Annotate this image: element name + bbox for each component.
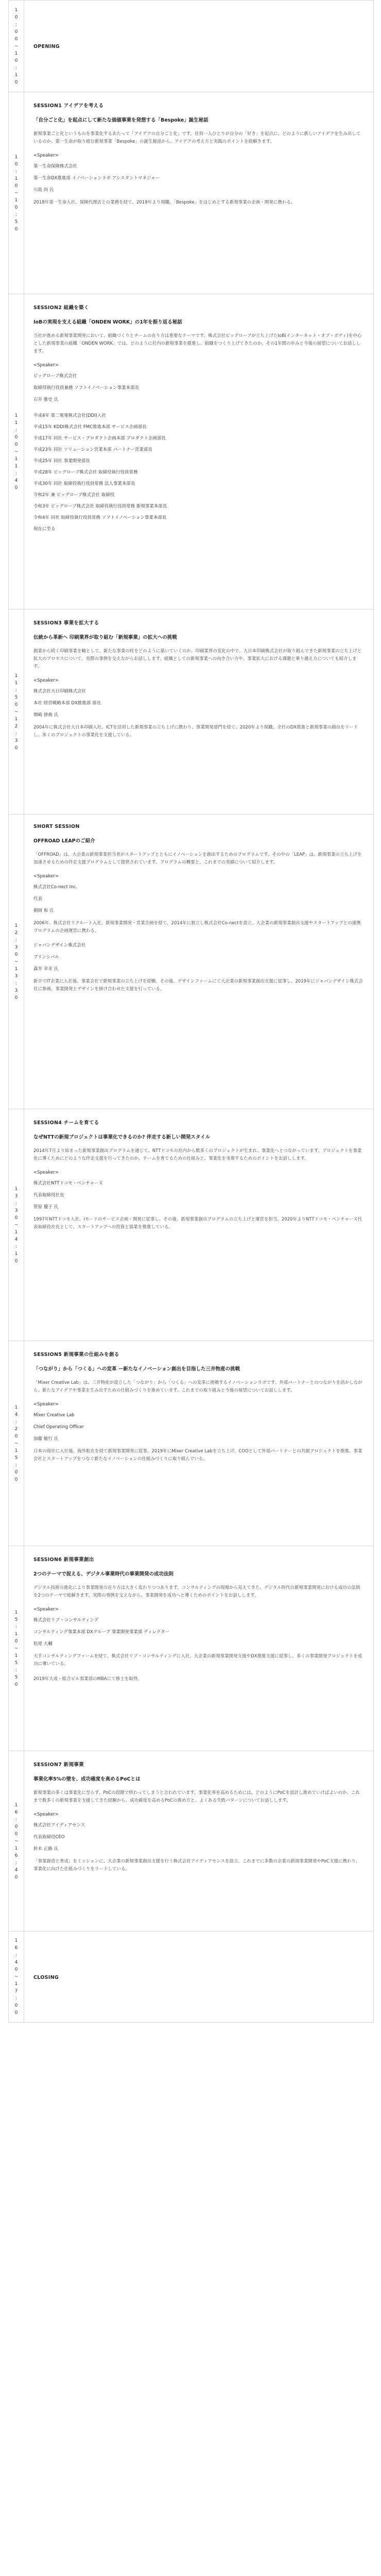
time-char: 1 <box>14 1631 18 1637</box>
session-description: 新規事業の多くは事業化に至らず、PoCの段階で終わってしまうと言われています。事業化率を高めるためには、どのようにPoCを設計し進めていけばよいのか。これまで数多くの新規事業を支援してきた経験から、成功確度を高めるPoCの進め方と、よくある失敗パターンについてお話しします。 <box>33 1790 360 1803</box>
row-content <box>24 609 373 814</box>
time-char: 1 <box>14 1404 18 1410</box>
speaker-company: 第一生命保険株式会社 <box>33 164 78 169</box>
agenda-row-session1 <box>9 92 373 294</box>
career-item: 平成28年 ビッグローブ株式会社 取締役執行役員常務 <box>33 470 138 475</box>
speaker-company-2: ジャパンデザイン株式会社 <box>33 943 86 948</box>
speaker-bio: 2006年、株式会社リクルート入社。新規事業開発・営業企画を経て、2014年に独立し株式会社Co-nectを設立。大企業の新規事業創出支援やスタートアップとの連携プログラムの企画運営に携わる。 <box>33 921 361 934</box>
time-char: : <box>15 687 18 693</box>
section-label: SESSION4 チームを育てる <box>33 1120 99 1126</box>
session-description: 2014年7月より始まった新規事業創出プログラムを通じて、NTTドコモの社内から数多くのプロジェクトが生まれ、事業化へとつながっています。プロジェクトを事業化に導くためにどのような伴走支援を行ってきたのか。チームを育てるための仕組みと、事業化を実現するためのポイントをお話しします。 <box>33 1148 362 1161</box>
time-char: : <box>15 1667 18 1673</box>
career-item: 令和4年 同社 取締役執行役員常務 ソフトイノベーション事業本部長 <box>33 515 167 520</box>
session-description: 「Mixer Creative Lab」は、三井物産が設立した「つながり」から「つくる」への変革に挑戦するイノベーションラボです。外部パートナーとのつながりを活かしながら、新たなアイデアや事業を生み出すための仕組みづくりを進めています。これまでの取り組みと今後の展望についてお話しします。 <box>33 1380 362 1393</box>
agenda-row-session6 <box>9 1546 373 1751</box>
section-label: SESSION1 アイデアを考える <box>33 103 104 109</box>
speaker-company: 株式会社リブ・コンサルティング <box>33 1618 99 1623</box>
time-char: 5 <box>14 1660 18 1666</box>
row-content <box>24 1109 373 1341</box>
time-char: 3 <box>14 1193 18 1199</box>
session-description: 新規事業ごと化というものを事業化するあたって「アイデアの自分ごと化」です。社員一人ひとりが自分の「好き」を起点に、どのように新しいアイデアを生み出しているのか。第一生命が取り組む新規事業「Bespoke」の誕生秘話から、アイデアの考え方と実践のポイントを紐解きます。 <box>33 131 361 144</box>
time-char: 1 <box>14 197 18 203</box>
time-char: 3 <box>14 973 18 979</box>
section-label: SESSION2 組織を築く <box>33 305 89 311</box>
time-char: 1 <box>14 680 18 686</box>
agenda-row-session7 <box>9 1751 373 1931</box>
speaker-role: 第一生命DX推進部 イノベーションラボ アシスタントマネジャー <box>33 176 160 181</box>
time-char: : <box>15 168 18 174</box>
speaker-heading: <Speaker> <box>33 1170 59 1175</box>
speaker-company: 株式会社大日印刷株式会社 <box>33 689 86 694</box>
time-char: 0 <box>14 161 18 167</box>
section-label: OPENING <box>33 44 60 49</box>
time-char: ~ <box>14 1222 19 1228</box>
time-char: : <box>15 731 18 736</box>
time-char: 0 <box>14 1831 18 1837</box>
time-char: 0 <box>14 79 18 85</box>
agenda-row-closing <box>9 1931 373 2023</box>
agenda-table <box>8 0 374 2023</box>
speaker-bio: 1997年NTTドコモ入社。iモードのサービス企画・開発に従事し、その後、新規事業創出プログラムの立ち上げと運営を担当。2020年よりNTTドコモ・ベンチャーズ代表取締役社長として、スタートアップへの投資と協業を推進している。 <box>33 1217 362 1230</box>
row-content <box>24 815 373 1109</box>
time-char: : <box>15 1624 18 1630</box>
section-label: SESSION5 新規事業の仕組みを創る <box>33 1352 119 1358</box>
time-char: 1 <box>14 1609 18 1615</box>
time-char: 1 <box>14 456 18 462</box>
time-column <box>9 609 24 814</box>
speaker-name: 石井 雅史 氏 <box>33 397 58 402</box>
speaker-heading: <Speaker> <box>33 1812 59 1817</box>
time-char: 0 <box>14 2010 18 2015</box>
time-char: 0 <box>14 183 18 189</box>
time-char: 3 <box>14 988 18 993</box>
section-label: CLOSING <box>33 1974 59 1980</box>
speaker-role: 取締役執行役員兼務 ソフトイノベーション事業本部長 <box>33 385 140 391</box>
time-char: 2 <box>14 1426 18 1432</box>
time-char: 1 <box>14 1186 18 1192</box>
time-char: 0 <box>14 2003 18 2008</box>
speaker-company: 株式会社アイディアセンス <box>33 1823 85 1828</box>
time-char: 0 <box>14 1477 18 1482</box>
time-char: : <box>15 1996 18 2001</box>
section-label: SESSION3 事業を拡大する <box>33 620 99 626</box>
time-char: ~ <box>14 190 19 196</box>
time-char: 1 <box>14 1981 18 1987</box>
career-item: 平成23年 同社 ソリューション営業本部 パートナー営業部長 <box>33 447 152 452</box>
speaker-role: Chief Operating Officer <box>33 1425 84 1430</box>
time-char: 1 <box>14 1448 18 1453</box>
row-content <box>24 1341 373 1546</box>
time-char: 0 <box>14 36 18 42</box>
time-char: 0 <box>14 1433 18 1439</box>
speaker-name: 加藤 敏行 氏 <box>33 1436 58 1442</box>
time-char: 0 <box>14 745 18 751</box>
agenda-row-short-session <box>9 814 373 1109</box>
time-char: 0 <box>14 442 18 447</box>
time-char: : <box>15 1244 18 1249</box>
time-char: : <box>15 22 18 27</box>
time-char: 1 <box>14 1229 18 1235</box>
speaker-name: 松尾 大輔 <box>33 1641 53 1647</box>
row-content <box>24 92 373 294</box>
career-item: 現在に至る <box>33 527 56 532</box>
row-content <box>24 1931 373 2022</box>
speaker-heading: <Speaker> <box>33 678 59 683</box>
speaker-bio: 日本の商社に入社後、海外駐在を経て新規事業開発に従事。2019年にMixer Creative Labを立ち上げ、COOとして外部パートナーとの共創プロジェクトを推進。事業会社とスタートアップをつなぐ新たなイノベーションの仕組みづくりに取り組んでいる。 <box>33 1449 362 1462</box>
time-char: 1 <box>14 1802 18 1808</box>
time-char: ~ <box>14 1646 19 1651</box>
time-char: ~ <box>14 1440 19 1446</box>
section-label: SHORT SESSION <box>33 824 80 829</box>
time-char: 0 <box>14 58 18 63</box>
speaker-heading: <Speaker> <box>33 874 59 879</box>
time-char: 4 <box>14 1412 18 1417</box>
time-char: 0 <box>14 205 18 210</box>
time-column <box>9 1546 24 1751</box>
time-char: 3 <box>14 1208 18 1213</box>
time-char: ~ <box>14 1838 19 1844</box>
session-title: 2つのテーマで捉える、デジタル事業時代の事業開発の成功法則 <box>33 1571 174 1577</box>
speaker-name: 川島 尚 氏 <box>33 188 54 193</box>
time-char: 0 <box>14 1682 18 1687</box>
row-content <box>24 1546 373 1751</box>
session-description: デジタル技術の進化により事業開発の在り方は大きく変わりつつあります。コンサルティングの現場から見えてきた、デジタル時代の新規事業開発における成功の法則を2つのテーマで紐解きます。実際の事例を交えながら、事業開発を成功へと導くためのポイントをお話しします。 <box>33 1585 360 1598</box>
time-char: : <box>15 1860 18 1866</box>
time-char: : <box>15 980 18 986</box>
time-char: 1 <box>14 50 18 56</box>
time-char: 0 <box>14 1967 18 1972</box>
session-title: 「つながり」から「つくる」への変革 ー新たなイノベーション創出を目指した三井物産の挑戦 <box>33 1366 240 1372</box>
time-column <box>9 294 24 609</box>
session-description: 当社が進める新規事業開発において、組織づくりとチームの在り方は重要なテーマです。株式会社ビッグローブが立ち上げたIoB(インターネット・オブ・ボディ)を中心とした新規事業の組織「ONDEN WORK」では、どのように社内の新規事業を推進し、組織をつくり上げてきたのか。その1年間の歩みと今後の展望についてお話しします。 <box>33 333 362 354</box>
speaker-heading: <Speaker> <box>33 153 59 158</box>
time-char: 0 <box>14 1215 18 1221</box>
time-char: 5 <box>14 1455 18 1461</box>
time-char: : <box>15 427 18 433</box>
speaker-heading: <Speaker> <box>33 1607 59 1612</box>
speaker-name: 鈴木 正路 氏 <box>33 1846 58 1852</box>
career-item: 令和2年 兼 ビッグローブ株式会社 取締役 <box>33 493 115 498</box>
time-char: 0 <box>14 1874 18 1880</box>
career-item: 令和3年 ビッグローブ株式会社 取締役執行役員常務 新規事業本部長 <box>33 504 167 509</box>
time-char: 4 <box>14 1867 18 1873</box>
speaker-company: 株式会社NTTドコモ・ベンチャーズ <box>33 1181 103 1186</box>
time-char: 2 <box>14 723 18 729</box>
speaker-name: 笹原 優子 氏 <box>33 1205 58 1210</box>
speaker-company: 株式会社Co-nect Inc. <box>33 885 77 890</box>
time-char: : <box>15 65 18 71</box>
time-column <box>9 1931 24 2022</box>
time-char: 7 <box>14 1989 18 1994</box>
speaker-bio: 2004年に株式会社大日本印刷入社。ICTを活用した新規事業の立ち上げに携わり、事業開発部門を経て、2020年より現職。全社のDX推進と新規事業の創出をリードし、多くのプロジェクトの事業化を支援している。 <box>33 725 358 738</box>
speaker-role: 代表取締役CEO <box>33 1835 65 1840</box>
speaker-bio-2: 新卒でIT企業に入社後、事業会社で新規事業の立ち上げを経験。その後、デザインファームにて大企業の新規事業創出支援に従事し、2019年にジャパンデザイン株式会社に参画。事業開発とデザインを掛け合わせた支援を行っている。 <box>33 979 363 992</box>
time-column <box>9 92 24 294</box>
career-item: 平成4年 第二電電株式会社(DDI)入社 <box>33 413 106 418</box>
speaker-company: ビッグローブ株式会社 <box>33 374 77 379</box>
agenda-row-session2 <box>9 294 373 609</box>
time-column <box>9 1109 24 1341</box>
time-column <box>9 815 24 1109</box>
time-char: 3 <box>14 738 18 743</box>
session-title: 事業化率5%の壁を、成功確度を高めるPoCとは <box>33 1776 141 1782</box>
time-char: : <box>15 1953 18 1958</box>
time-char: 0 <box>14 29 18 35</box>
row-content <box>24 1 373 92</box>
time-column <box>9 1 24 92</box>
time-char: ~ <box>14 709 19 715</box>
time-char: : <box>15 1462 18 1468</box>
session-title: 伝統から革新へ 印刷業界が取り組む「新規事業」の拡大への挑戦 <box>33 635 177 640</box>
career-item: 平成15年 KDDI株式会社 FMC推進本部 サービス企画部長 <box>33 425 147 430</box>
agenda-row-session4 <box>9 1109 373 1341</box>
time-char: 1 <box>14 154 18 160</box>
speaker-heading: <Speaker> <box>33 1402 59 1407</box>
session-title: 「自分ごと化」を起点にして新たな価値事業を発想する「Bespoke」誕生秘話 <box>33 117 209 123</box>
time-char: 1 <box>14 1938 18 1943</box>
time-char: 0 <box>14 485 18 490</box>
time-char: 5 <box>14 1617 18 1622</box>
agenda-row-session5 <box>9 1341 373 1546</box>
speaker-role: コンサルティング事業本部 DXグループ 事業開発事業部 ディレクター <box>33 1630 170 1635</box>
time-char: 0 <box>14 995 18 1001</box>
time-char: 1 <box>14 966 18 972</box>
speaker-role: 代表取締役社長 <box>33 1193 64 1198</box>
speaker-bio: 大手コンサルティングファームを経て、株式会社リブ・コンサルティングに入社。大企業の新規事業開発支援やDX推進支援に従事し、多くの事業開発プロジェクトを成功に導いている。 <box>33 1654 362 1667</box>
time-char: 6 <box>14 1809 18 1815</box>
time-column <box>9 1341 24 1546</box>
session-description: 「OFFROAD」は、大企業の新規事業担当者がスタートアップとともにイノベーションを創出するためのプログラムです。その中の「LEAP」は、新規事業の立ち上げを加速させるための伴走支援プログラムとして提供されています。プログラムの概要と、これまでの実績について紹介します。 <box>33 852 362 865</box>
time-char: ~ <box>14 449 19 454</box>
time-char: 4 <box>14 1236 18 1242</box>
speaker-bio: 2018年第一生命入社。保険代理店との業務を経て、2019年より現職。「Bespoke」をはじめとする新規事業の企画・開発に携わる。 <box>33 200 296 205</box>
speaker-role-2: プリンシパル <box>33 955 59 960</box>
career-item: 平成17年 同社 サービス・プロダクト企画本部 プロダクト企画部長 <box>33 436 166 441</box>
time-char: 1 <box>14 72 18 78</box>
time-char: 1 <box>14 7 18 13</box>
session-title: なぜNTTの新規プロジェクトは事業化できるのか? 伴走する新しい開発スタイル <box>33 1134 211 1140</box>
time-char: 4 <box>14 478 18 483</box>
time-char: 6 <box>14 1853 18 1858</box>
time-char: ~ <box>14 1974 19 1979</box>
time-char: 0 <box>14 434 18 440</box>
time-char: 0 <box>14 952 18 957</box>
time-char: 5 <box>14 219 18 225</box>
time-char: 2 <box>14 930 18 936</box>
time-char: : <box>15 1817 18 1822</box>
time-char: 1 <box>14 420 18 426</box>
time-char: 0 <box>14 1638 18 1644</box>
row-content <box>24 294 373 609</box>
time-char: : <box>15 937 18 943</box>
time-char: : <box>15 1419 18 1425</box>
time-char: 0 <box>14 1258 18 1264</box>
time-char: 0 <box>14 226 18 232</box>
speaker-company: Mixer Creative Lab <box>33 1413 75 1418</box>
agenda-row-opening <box>9 0 373 92</box>
time-char: 0 <box>14 702 18 707</box>
time-char: 1 <box>14 673 18 679</box>
time-char: 5 <box>14 1674 18 1680</box>
time-char: 0 <box>14 14 18 20</box>
speaker-heading: <Speaker> <box>33 363 59 368</box>
speaker-role: 本社 経営戦略本部 DX推進部 部長 <box>33 701 101 706</box>
time-char: : <box>15 212 18 217</box>
time-char: 5 <box>14 694 18 700</box>
section-label: SESSION6 新規事業創出 <box>33 1557 94 1563</box>
time-char: ~ <box>14 959 19 964</box>
time-char: 6 <box>14 1945 18 1951</box>
section-label: SESSION7 新規事業 <box>33 1762 84 1768</box>
time-char: 3 <box>14 944 18 950</box>
time-char: 1 <box>14 1653 18 1658</box>
time-char: : <box>15 470 18 476</box>
time-char: 1 <box>14 176 18 181</box>
speaker-name: 朝岡 和 氏 <box>33 908 54 913</box>
session-description: 創業から続く印刷事業を軸として、新たな事業の柱をどのように築いていくのか。印刷業界の変化の中で、大日本印刷株式会社が取り組んできた新規事業の立ち上げと拡大のプロセスについて、実際の事例を交えながらお話しします。組織としての新規事業への向き合い方や、事業拡大における課題と乗り越え方についても紹介します。 <box>33 649 362 669</box>
time-char: 4 <box>14 1960 18 1965</box>
agenda-row-session3 <box>9 609 373 814</box>
time-char: : <box>15 1200 18 1206</box>
time-char: 1 <box>14 1251 18 1257</box>
speaker-bio-2: 2019年大成・総合ビル事業部のMBAにて修士を取得。 <box>33 1676 142 1682</box>
career-item: 平成25年 同社 事業開発部長 <box>33 459 90 464</box>
time-char: 1 <box>14 923 18 928</box>
time-char: 1 <box>14 413 18 418</box>
time-char: 0 <box>14 1824 18 1829</box>
career-item: 平成30年 同社 取締役執行役員常務 法人事業本部長 <box>33 481 135 486</box>
speaker-name-2: 森井 幸幸 氏 <box>33 967 58 972</box>
time-char: 0 <box>14 1469 18 1475</box>
speaker-bio: 「事業創造と育成」をミッションに、大企業の新規事業創出支援を行う株式会社アイディアセンスを設立。これまでに多数の企業の新規事業開発やPoC支援に携わり、事業化に向けた仕組みづくりをリードしている。 <box>33 1859 360 1872</box>
speaker-role: 代表 <box>33 896 43 902</box>
speaker-career-list <box>33 413 364 533</box>
session-title: IoBの実現を支える組織「ONDEN WORK」の1年を振り返る秘話 <box>33 319 182 325</box>
time-char: 1 <box>14 716 18 722</box>
time-char: 1 <box>14 1845 18 1851</box>
time-char: 1 <box>14 463 18 469</box>
row-content <box>24 1751 373 1931</box>
time-column <box>9 1751 24 1931</box>
session-title: OFFROAD LEAPのご紹介 <box>33 838 95 844</box>
speaker-name: 関崎 律典 氏 <box>33 713 58 718</box>
time-char: ~ <box>14 43 19 49</box>
